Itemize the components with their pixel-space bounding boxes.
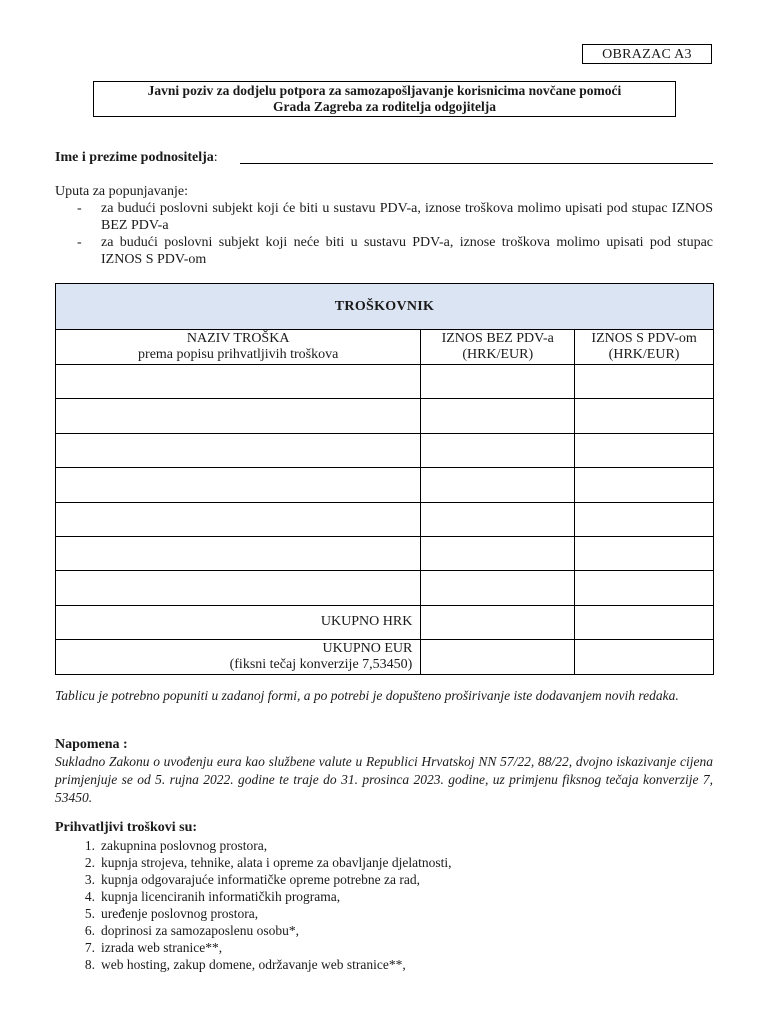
list-item [55,922,713,939]
list-item-text: uređenje poslovnog prostora, [101,906,259,921]
instruction-text-1: za budući poslovni subjekt koji će biti u sustavu PDV-a, iznose troškova molimo upisati pod stupac IZNOS BEZ PDV-a [101,201,713,233]
list-item [55,837,713,854]
col2-line2: (HRK/EUR) [462,347,534,362]
cost-name-cell[interactable] [56,502,421,536]
list-item [55,871,713,888]
note-label: Napomena : [55,737,128,752]
title-line-2: Grada Zagreba za roditelja odgojitelja [273,99,496,114]
col1-line2: prema popisu prihvatljivih troškova [138,347,339,362]
amount-without-vat-cell[interactable] [421,536,575,570]
cost-name-cell[interactable] [56,433,421,467]
table-row [56,399,714,433]
cost-name-cell[interactable] [56,365,421,399]
list-item-number: 7. [84,940,95,955]
amount-with-vat-cell[interactable] [575,468,714,502]
list-item [55,939,713,956]
col3-line1: IZNOS S PDV-om [591,331,697,346]
cost-name-cell[interactable] [56,468,421,502]
list-item-number: 8. [84,957,95,972]
list-item-number: 5. [84,906,95,921]
total-eur-with-vat-cell[interactable] [575,640,714,675]
total-hrk-row [56,605,714,639]
col3-line2: (HRK/EUR) [608,347,680,362]
list-item-text: kupnja odgovarajuće informatičke opreme potrebne za rad, [101,872,420,887]
column-header-without-vat [421,330,575,365]
table-row [56,468,714,502]
total-hrk-with-vat-cell[interactable] [575,605,714,639]
table-row [56,502,714,536]
form-id: OBRAZAC A3 [602,47,692,62]
title-box [93,81,676,117]
eligible-costs-list [55,837,713,973]
total-eur-note: (fiksni tečaj konverzije 7,53450) [229,657,413,673]
instruction-text-2: za budući poslovni subjekt koji neće biti u sustavu PDV-a, iznose troškova molimo upisati pod stupac IZNOS S PDV-om [101,235,713,267]
cost-table [55,283,714,675]
amount-without-vat-cell[interactable] [421,399,575,433]
total-eur-label: UKUPNO EUR [322,641,413,657]
amount-without-vat-cell[interactable] [421,365,575,399]
column-header-name [56,330,421,365]
table-row [56,536,714,570]
applicant-label: Ime i prezime podnositelja [55,150,214,165]
total-eur-label-cell [56,640,421,675]
note-text: Sukladno Zakonu o uvođenju eura kao službene valute u Republici Hrvatskoj NN 57/22, 88/22, dvojno iskazivanje cijena primjenjuje se od 5. rujna 2022. godine te traje do 31. prosinca 2023. godine, uz primjenu fiksnog tečaja konverzije 7, 53450. [55,754,713,805]
cost-name-cell[interactable] [56,399,421,433]
form-id-box [582,44,712,64]
amount-with-vat-cell[interactable] [575,536,714,570]
table-note: Tablicu je potrebno popuniti u zadanoj formi, a po potrebi je dopušteno proširivanje iste dodavanjem novih redaka. [55,688,679,703]
amount-without-vat-cell[interactable] [421,468,575,502]
title-line-1: Javni poziv za dodjelu potpora za samozapošljavanje korisnicima novčane pomoći [147,83,622,98]
list-item [55,905,713,922]
list-item-number: 3. [84,872,95,887]
col2-line1: IZNOS BEZ PDV-a [441,331,554,346]
list-item-text: izrada web stranice**, [101,940,223,955]
amount-with-vat-cell[interactable] [575,571,714,605]
list-item-number: 1. [84,838,95,853]
table-row [56,365,714,399]
column-header-with-vat [575,330,714,365]
list-item-text: web hosting, zakup domene, održavanje web stranice**, [101,957,406,972]
amount-with-vat-cell[interactable] [575,365,714,399]
col1-line1: NAZIV TROŠKA [186,331,290,346]
instruction-item: - za budući poslovni subjekt koji će biti u sustavu PDV-a, iznose troškova molimo upisati pod stupac IZNOS BEZ PDV-a [77,201,713,233]
amount-without-vat-cell[interactable] [421,433,575,467]
applicant-name-field [55,150,713,166]
total-eur-without-vat-cell[interactable] [421,640,575,675]
list-item-number: 4. [84,889,95,904]
cost-name-cell[interactable] [56,571,421,605]
instructions-heading: Uputa za popunjavanje: [55,184,188,199]
list-item [55,888,713,905]
list-item-number: 2. [84,855,95,870]
list-item-text: doprinosi za samozaposlenu osobu*, [101,923,299,938]
list-item [55,956,713,973]
total-hrk-label: UKUPNO HRK [56,605,421,639]
total-hrk-without-vat-cell[interactable] [421,605,575,639]
amount-with-vat-cell[interactable] [575,399,714,433]
applicant-name-line[interactable] [240,163,713,164]
instruction-item: - za budući poslovni subjekt koji neće biti u sustavu PDV-a, iznose troškova molimo upisati pod stupac IZNOS S PDV-om [77,235,713,267]
amount-without-vat-cell[interactable] [421,571,575,605]
list-item-text: kupnja strojeva, tehnike, alata i opreme za obavljanje djelatnosti, [101,855,452,870]
eligible-costs-heading: Prihvatljivi troškovi su: [55,820,198,835]
total-eur-row [56,640,714,675]
list-item-number: 6. [84,923,95,938]
amount-without-vat-cell[interactable] [421,502,575,536]
table-row [56,571,714,605]
list-item-text: zakupnina poslovnog prostora, [101,838,268,853]
list-item [55,854,713,871]
cost-name-cell[interactable] [56,536,421,570]
table-title: TROŠKOVNIK [56,284,714,330]
amount-with-vat-cell[interactable] [575,433,714,467]
applicant-colon: : [213,150,218,165]
amount-with-vat-cell[interactable] [575,502,714,536]
list-item-text: kupnja licenciranih informatičkih programa, [101,889,341,904]
table-row [56,433,714,467]
